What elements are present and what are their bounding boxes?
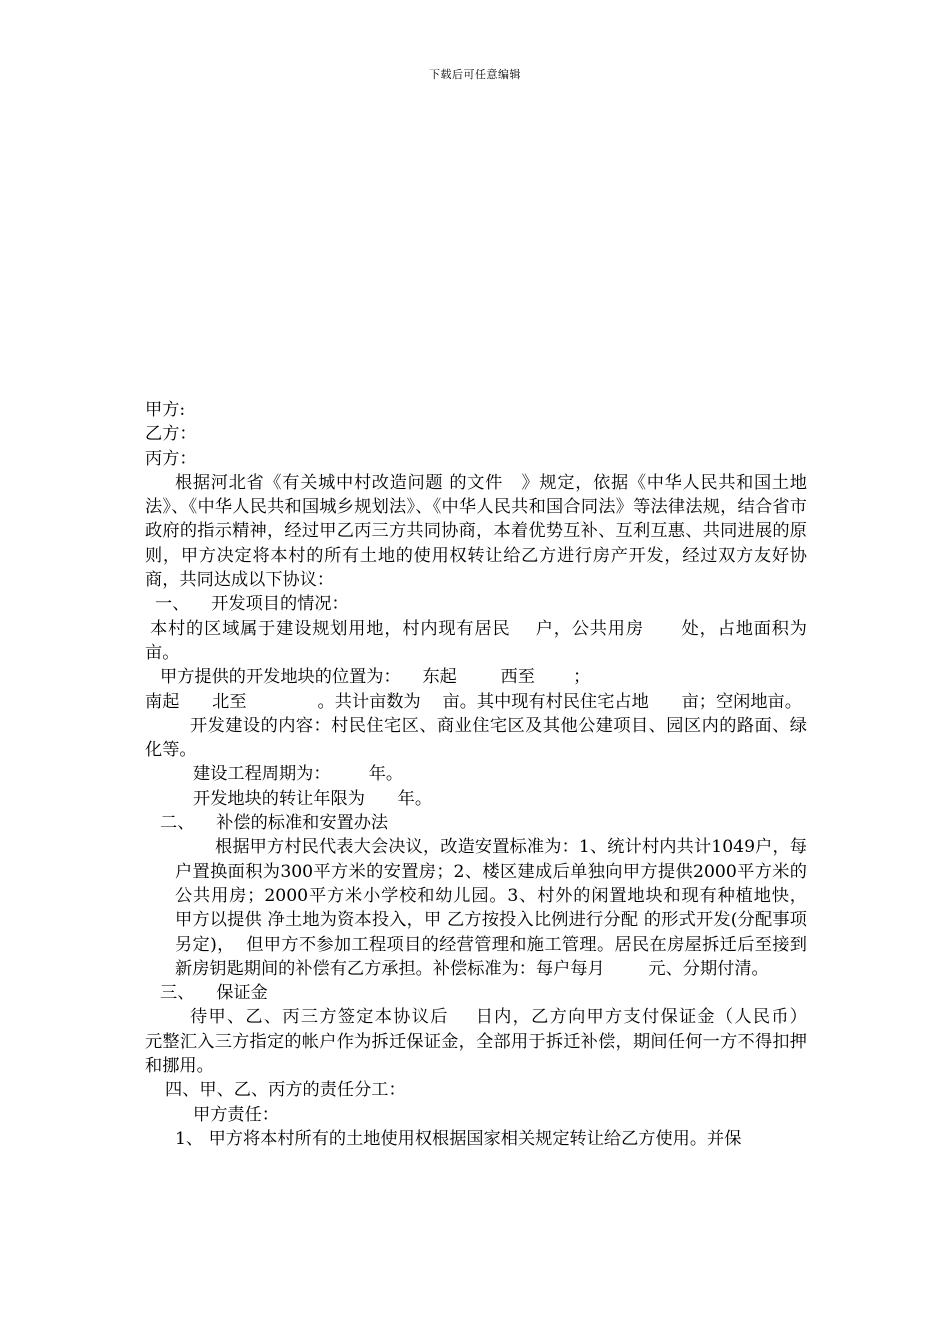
section3-heading: 三、 保证金 xyxy=(160,983,268,1004)
document-body xyxy=(145,398,840,1151)
party-jia: 甲方: xyxy=(145,400,186,420)
section3-paragraph: 待甲、乙、丙三方签定本协议后 日内，乙方向甲方支付保证金（人民币） 元整汇入三方指定的帐户作为拆迁保证金，全部用于拆迁补偿，期间任何一方不得扣押和挪用。 xyxy=(145,1007,840,1077)
page-header: 下载后可任意编辑 xyxy=(429,68,521,81)
intro-paragraph: 根据河北省《有关城中村改造问题 的文件 》规定，依据《中华人民共和国土地法》、《中华人民共和国城乡规划法》、《中华人民共和国合同法》等法律法规，结合省市政府的指示精神，经过甲乙丙三方共同协商，本着优势互补、互利互惠、共同进展的原则，甲方决定将本村的所有土地的使用权转让给乙方进行房产开发，经过双方友好协商，共同达成以下协议： xyxy=(145,472,807,591)
section1-period: 建设工程周期为： 年。 xyxy=(193,764,404,785)
section1-residents: 本村的区域属于建设规划用地，村内现有居民 户，公共用房 处，占地面积为 亩。 xyxy=(145,618,829,663)
section4-item1: 1、 甲方将本村所有的土地使用权根据国家相关规定转让给乙方使用。并保 xyxy=(175,1128,742,1149)
party-yi: 乙方： xyxy=(145,424,197,445)
section1-area: 南起 北至 。共计亩数为 亩。其中现有村民住宅占地 亩；空闲地亩。 xyxy=(145,691,802,712)
section4-sub: 甲方责任： xyxy=(193,1104,279,1125)
section1-term: 开发地块的转让年限为 年。 xyxy=(193,788,433,809)
section1-heading: 一、 开发项目的情况： xyxy=(155,594,349,615)
section4-heading: 四、甲、乙、丙方的责任分工： xyxy=(165,1080,406,1101)
section1-content: 开发建设的内容：村民住宅区、商业住宅区及其他公建项目、园区内的路面、绿化等。 xyxy=(145,715,807,761)
party-bing: 丙方： xyxy=(145,448,197,469)
section2-paragraph: 根据甲方村民代表大会决议，改造安置标准为：1、统计村内共计1049户，每户置换面积为300平方米的安置房；2、楼区建成后单独向甲方提供2000平方米的公共用房；2000平方米小学校和幼儿园。3、村外的闲置地块和现有种植地快， 甲方以提供 净土地为资本投入，甲 乙方按投入比例进行分配 的形式开发(分配事项另定)， 但甲方不参加工程项目的经营管理和施工管理。居民在房屋拆迁后至接到新房钥匙期间的补偿有乙方承担。补偿标准为：每户每月 元、分期付清。 xyxy=(175,837,818,979)
section2-heading: 二、 补偿的标准和安置办法 xyxy=(160,813,389,834)
section1-location: 甲方提供的开发地块的位置为： 东起 西至 ； xyxy=(160,667,591,688)
